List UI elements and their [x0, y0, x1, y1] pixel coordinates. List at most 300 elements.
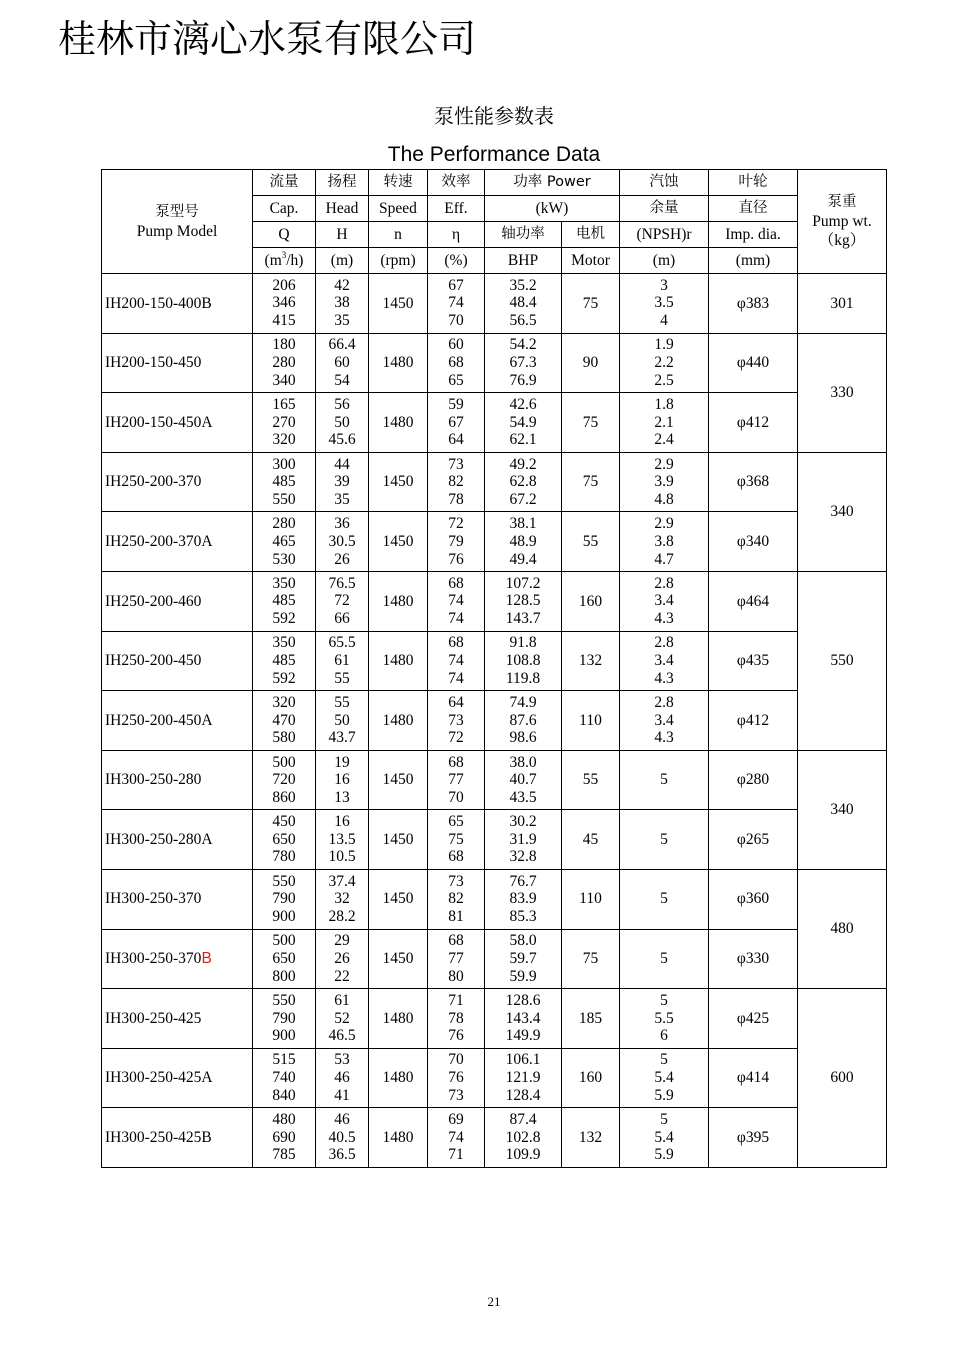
capacity-cell-value: 415: [272, 312, 296, 330]
npsh-cell-value: 3.9: [654, 473, 674, 491]
head-cell: [316, 810, 369, 870]
bhp-cell-value: 42.6: [509, 395, 537, 413]
npsh-cell: 5: [620, 869, 709, 929]
capacity-cell-value: 465: [272, 532, 296, 550]
head-cell-value: 16: [334, 813, 350, 831]
pump-model-text: IH300-250-370: [105, 950, 202, 968]
bhp-cell-value: 49.4: [509, 550, 537, 568]
header-npsh-cn1: 汽蚀: [620, 170, 709, 196]
efficiency-cell: [428, 750, 485, 810]
efficiency-cell-value: 74: [448, 592, 464, 610]
weight-cell: 301: [798, 274, 887, 334]
efficiency-cell-value: 82: [448, 473, 464, 491]
efficiency-cell: [428, 631, 485, 691]
motor-cell: 160: [562, 1048, 620, 1108]
npsh-cell-value: 3.4: [654, 711, 674, 729]
capacity-cell-value: 280: [272, 515, 296, 533]
motor-cell: 75: [562, 452, 620, 512]
capacity-cell-value: 550: [272, 872, 296, 890]
head-cell-value: 52: [334, 1009, 350, 1027]
head-cell-value: 55: [334, 693, 350, 711]
weight-cell: 600: [798, 989, 887, 1168]
header-head-en: Head: [316, 196, 369, 222]
efficiency-cell-value: 73: [448, 711, 464, 729]
npsh-cell: [620, 571, 709, 631]
capacity-cell-value: 860: [272, 788, 296, 806]
speed-cell: 1450: [369, 512, 428, 572]
header-power: 功率 Power: [485, 170, 620, 196]
bhp-cell-value: 128.5: [505, 592, 541, 610]
impeller-cell: φ412: [709, 393, 798, 453]
efficiency-cell-value: 68: [448, 753, 464, 771]
npsh-cell-value: 3.4: [654, 592, 674, 610]
impeller-cell: φ265: [709, 810, 798, 870]
efficiency-cell-value: 74: [448, 294, 464, 312]
bhp-cell-value: 58.0: [509, 932, 537, 950]
npsh-cell-value: 5.9: [654, 1086, 674, 1104]
efficiency-cell: [428, 393, 485, 453]
bhp-cell-value: 38.1: [509, 515, 537, 533]
capacity-cell-value: 592: [272, 669, 296, 687]
npsh-cell-value: 2.9: [654, 515, 674, 533]
table-row: [102, 1048, 887, 1108]
head-cell-value: 35: [334, 490, 350, 508]
header-cap-unit-a: (m: [264, 252, 282, 269]
head-cell-value: 29: [334, 932, 350, 950]
npsh-cell-value: 4.3: [654, 610, 674, 628]
capacity-cell-value: 450: [272, 813, 296, 831]
bhp-cell-value: 98.6: [509, 729, 537, 747]
header-speed-cn: 转速: [369, 170, 428, 196]
pump-model-text: IH300-250-425: [105, 1009, 202, 1027]
speed-cell: 1450: [369, 274, 428, 334]
motor-cell: 55: [562, 750, 620, 810]
header-speed-unit: (rpm): [369, 248, 428, 274]
capacity-cell-value: 485: [272, 473, 296, 491]
efficiency-cell: [428, 571, 485, 631]
header-cap-unit: [253, 248, 316, 274]
speed-cell: 1480: [369, 1108, 428, 1168]
head-cell: [316, 1048, 369, 1108]
pump-model-text: IH200-150-450A: [105, 413, 213, 431]
bhp-cell: [485, 810, 562, 870]
bhp-cell-value: 59.7: [509, 949, 537, 967]
efficiency-cell-value: 70: [448, 1051, 464, 1069]
header-bhp-en: BHP: [485, 248, 562, 274]
efficiency-cell-value: 65: [448, 371, 464, 389]
pump-model-cell: [102, 631, 253, 691]
company-name: 桂林市漓心水泵有限公司: [58, 17, 477, 61]
pump-model-text: IH250-200-460: [105, 592, 202, 610]
npsh-cell-value: 5: [660, 1051, 668, 1069]
header-head-unit: (m): [316, 248, 369, 274]
npsh-cell-value: 2.1: [654, 413, 674, 431]
efficiency-cell: [428, 1108, 485, 1168]
head-cell: [316, 989, 369, 1049]
motor-cell: 132: [562, 631, 620, 691]
efficiency-cell: [428, 452, 485, 512]
efficiency-cell-value: 67: [448, 413, 464, 431]
bhp-cell: [485, 274, 562, 334]
capacity-cell: [253, 1048, 316, 1108]
npsh-cell: [620, 512, 709, 572]
bhp-cell: [485, 1108, 562, 1168]
head-cell-value: 35: [334, 312, 350, 330]
header-npsh-cn2: 余量: [620, 196, 709, 222]
header-model-cn: 泵型号: [155, 203, 199, 220]
efficiency-cell-value: 74: [448, 1128, 464, 1146]
capacity-cell-value: 280: [272, 354, 296, 372]
bhp-cell-value: 76.7: [509, 872, 537, 890]
speed-cell: 1480: [369, 571, 428, 631]
impeller-cell: φ330: [709, 929, 798, 989]
header-power-unit: (kW): [485, 196, 620, 222]
pump-model-cell: [102, 691, 253, 751]
npsh-cell: [620, 452, 709, 512]
capacity-cell: [253, 691, 316, 751]
capacity-cell: [253, 810, 316, 870]
efficiency-cell-value: 76: [448, 1027, 464, 1045]
efficiency-cell-value: 80: [448, 967, 464, 985]
efficiency-cell-value: 79: [448, 532, 464, 550]
head-cell-value: 46: [334, 1111, 350, 1129]
bhp-cell: [485, 691, 562, 751]
head-cell-value: 36.5: [328, 1146, 356, 1164]
head-cell-value: 60: [334, 354, 350, 372]
pump-model-text: IH250-200-450A: [105, 711, 213, 729]
capacity-cell-value: 900: [272, 908, 296, 926]
npsh-cell: [620, 691, 709, 751]
efficiency-cell-value: 68: [448, 354, 464, 372]
head-cell: [316, 512, 369, 572]
efficiency-cell-value: 60: [448, 336, 464, 354]
table-row: [102, 333, 887, 393]
impeller-cell: φ440: [709, 333, 798, 393]
npsh-cell-value: 4.7: [654, 550, 674, 568]
motor-cell: 110: [562, 691, 620, 751]
capacity-cell-value: 592: [272, 610, 296, 628]
npsh-cell-value: 2.8: [654, 634, 674, 652]
impeller-cell: φ464: [709, 571, 798, 631]
capacity-cell-value: 550: [272, 991, 296, 1009]
head-cell: [316, 393, 369, 453]
efficiency-cell: [428, 929, 485, 989]
header-motor-en: Motor: [562, 248, 620, 274]
npsh-cell-value: 5.5: [654, 1009, 674, 1027]
efficiency-cell-value: 73: [448, 872, 464, 890]
capacity-cell-value: 515: [272, 1051, 296, 1069]
pump-model-cell: [102, 1108, 253, 1168]
bhp-cell-value: 143.4: [505, 1009, 541, 1027]
header-head-symbol: H: [316, 222, 369, 248]
bhp-cell: [485, 989, 562, 1049]
capacity-cell: [253, 631, 316, 691]
pump-model-cell: [102, 274, 253, 334]
efficiency-cell-value: 72: [448, 515, 464, 533]
pump-model-cell: [102, 929, 253, 989]
capacity-cell-value: 340: [272, 371, 296, 389]
motor-cell: 132: [562, 1108, 620, 1168]
bhp-cell: [485, 750, 562, 810]
efficiency-cell-value: 67: [448, 276, 464, 294]
head-cell-value: 55: [334, 669, 350, 687]
head-cell-value: 65.5: [328, 634, 356, 652]
efficiency-cell-value: 81: [448, 908, 464, 926]
head-cell-value: 46.5: [328, 1027, 356, 1045]
npsh-cell: [620, 393, 709, 453]
head-cell-value: 13.5: [328, 830, 356, 848]
head-cell-value: 38: [334, 294, 350, 312]
bhp-cell-value: 76.9: [509, 371, 537, 389]
head-cell: [316, 452, 369, 512]
bhp-cell-value: 128.6: [505, 991, 541, 1009]
efficiency-cell-value: 71: [448, 991, 464, 1009]
npsh-cell: [620, 631, 709, 691]
pump-model-cell: [102, 452, 253, 512]
bhp-cell-value: 31.9: [509, 830, 537, 848]
efficiency-cell-value: 73: [448, 455, 464, 473]
performance-table: [101, 169, 887, 1168]
header-imp-unit: (mm): [709, 248, 798, 274]
bhp-cell-value: 149.9: [505, 1027, 541, 1045]
head-cell-value: 61: [334, 652, 350, 670]
speed-cell: 1480: [369, 631, 428, 691]
bhp-cell: [485, 333, 562, 393]
head-cell-value: 19: [334, 753, 350, 771]
capacity-cell-value: 350: [272, 574, 296, 592]
bhp-cell: [485, 929, 562, 989]
capacity-cell-value: 485: [272, 652, 296, 670]
table-row: [102, 929, 887, 989]
speed-cell: 1480: [369, 691, 428, 751]
capacity-cell: [253, 571, 316, 631]
bhp-cell-value: 121.9: [505, 1069, 541, 1087]
efficiency-cell-value: 82: [448, 890, 464, 908]
head-cell-value: 54: [334, 371, 350, 389]
head-cell: [316, 750, 369, 810]
motor-cell: 75: [562, 274, 620, 334]
capacity-cell-value: 485: [272, 592, 296, 610]
pump-model-text: IH300-250-425B: [105, 1128, 212, 1146]
bhp-cell-value: 74.9: [509, 693, 537, 711]
table-row: [102, 512, 887, 572]
capacity-cell-value: 780: [272, 848, 296, 866]
capacity-cell-value: 900: [272, 1027, 296, 1045]
npsh-cell-value: 6: [660, 1027, 668, 1045]
header-speed-en: Speed: [369, 196, 428, 222]
motor-cell: 110: [562, 869, 620, 929]
header-cap-unit-b: /h): [286, 252, 304, 269]
table-body: [102, 274, 887, 1168]
npsh-cell: 5: [620, 810, 709, 870]
pump-model-cell: [102, 1048, 253, 1108]
bhp-cell: [485, 452, 562, 512]
efficiency-cell-value: 68: [448, 634, 464, 652]
head-cell: [316, 691, 369, 751]
table-row: [102, 393, 887, 453]
header-imp-cn1: 叶轮: [709, 170, 798, 196]
table-row: [102, 274, 887, 334]
capacity-cell: [253, 452, 316, 512]
speed-cell: 1480: [369, 333, 428, 393]
head-cell: [316, 929, 369, 989]
npsh-cell-value: 4: [660, 312, 668, 330]
capacity-cell-value: 320: [272, 693, 296, 711]
header-weight-en: Pump wt.: [812, 213, 872, 230]
npsh-cell: 5: [620, 929, 709, 989]
capacity-cell-value: 785: [272, 1146, 296, 1164]
capacity-cell-value: 790: [272, 1009, 296, 1027]
table-row: [102, 810, 887, 870]
pump-model-cell: [102, 869, 253, 929]
pump-model-text: IH250-200-370A: [105, 532, 213, 550]
efficiency-cell-value: 73: [448, 1086, 464, 1104]
weight-cell: 480: [798, 869, 887, 988]
head-cell-value: 56: [334, 395, 350, 413]
speed-cell: 1450: [369, 869, 428, 929]
head-cell-value: 72: [334, 592, 350, 610]
bhp-cell-value: 107.2: [505, 574, 541, 592]
head-cell-value: 36: [334, 515, 350, 533]
bhp-cell-value: 32.8: [509, 848, 537, 866]
header-eff-symbol: η: [428, 222, 485, 248]
pump-model-cell: [102, 512, 253, 572]
head-cell-value: 10.5: [328, 848, 356, 866]
npsh-cell-value: 5: [660, 991, 668, 1009]
npsh-cell: [620, 333, 709, 393]
bhp-cell-value: 62.1: [509, 431, 537, 449]
header-weight-unit: （kg）: [818, 232, 866, 249]
bhp-cell-value: 87.6: [509, 711, 537, 729]
efficiency-cell-value: 65: [448, 813, 464, 831]
motor-cell: 45: [562, 810, 620, 870]
head-cell: [316, 631, 369, 691]
bhp-cell-value: 143.7: [505, 610, 541, 628]
head-cell-value: 50: [334, 413, 350, 431]
head-cell-value: 32: [334, 890, 350, 908]
bhp-cell-value: 106.1: [505, 1051, 541, 1069]
header-cap-symbol: Q: [253, 222, 316, 248]
capacity-cell-value: 840: [272, 1086, 296, 1104]
capacity-cell-value: 165: [272, 395, 296, 413]
impeller-cell: φ280: [709, 750, 798, 810]
bhp-cell-value: 108.8: [505, 652, 541, 670]
head-cell-value: 66: [334, 610, 350, 628]
weight-cell: 340: [798, 452, 887, 571]
bhp-cell-value: 40.7: [509, 771, 537, 789]
pump-model-text: IH300-250-370: [105, 890, 202, 908]
efficiency-cell: [428, 1048, 485, 1108]
bhp-cell: [485, 869, 562, 929]
efficiency-cell: [428, 512, 485, 572]
efficiency-cell-value: 76: [448, 550, 464, 568]
pump-model-suffix: B: [201, 950, 212, 968]
bhp-cell-value: 67.3: [509, 354, 537, 372]
capacity-cell-value: 346: [272, 294, 296, 312]
motor-cell: 75: [562, 393, 620, 453]
motor-cell: 90: [562, 333, 620, 393]
npsh-cell-value: 5.9: [654, 1146, 674, 1164]
efficiency-cell-value: 74: [448, 610, 464, 628]
head-cell-value: 30.5: [328, 532, 356, 550]
table-title-english: The Performance Data: [387, 143, 601, 166]
table-row: [102, 691, 887, 751]
capacity-cell-value: 690: [272, 1128, 296, 1146]
bhp-cell: [485, 512, 562, 572]
table-row: [102, 1108, 887, 1168]
motor-cell: 55: [562, 512, 620, 572]
bhp-cell-value: 43.5: [509, 788, 537, 806]
capacity-cell-value: 800: [272, 967, 296, 985]
impeller-cell: φ414: [709, 1048, 798, 1108]
header-head-cn: 扬程: [316, 170, 369, 196]
head-cell-value: 22: [334, 967, 350, 985]
npsh-cell-value: 5.4: [654, 1069, 674, 1087]
capacity-cell-value: 206: [272, 276, 296, 294]
impeller-cell: φ412: [709, 691, 798, 751]
capacity-cell-value: 530: [272, 550, 296, 568]
capacity-cell-value: 720: [272, 771, 296, 789]
bhp-cell-value: 49.2: [509, 455, 537, 473]
header-imp-en: Imp. dia.: [709, 222, 798, 248]
pump-model-text: IH300-250-280A: [105, 830, 213, 848]
bhp-cell-value: 87.4: [509, 1111, 537, 1129]
bhp-cell-value: 48.4: [509, 294, 537, 312]
npsh-cell-value: 2.8: [654, 693, 674, 711]
bhp-cell: [485, 1048, 562, 1108]
table-title-chinese: 泵性能参数表: [434, 104, 554, 128]
pump-model-cell: [102, 393, 253, 453]
bhp-cell-value: 54.2: [509, 336, 537, 354]
capacity-cell-value: 270: [272, 413, 296, 431]
table-row: [102, 571, 887, 631]
npsh-cell: [620, 274, 709, 334]
npsh-cell-value: 4.8: [654, 490, 674, 508]
head-cell-value: 28.2: [328, 908, 356, 926]
capacity-cell-value: 650: [272, 949, 296, 967]
head-cell: [316, 274, 369, 334]
pump-model-cell: [102, 750, 253, 810]
bhp-cell-value: 102.8: [505, 1128, 541, 1146]
head-cell-value: 46: [334, 1069, 350, 1087]
npsh-cell-value: 5: [660, 1111, 668, 1129]
speed-cell: 1450: [369, 750, 428, 810]
head-cell-value: 53: [334, 1051, 350, 1069]
table-row: [102, 631, 887, 691]
efficiency-cell-value: 68: [448, 848, 464, 866]
efficiency-cell-value: 78: [448, 1009, 464, 1027]
pump-model-cell: [102, 810, 253, 870]
efficiency-cell-value: 78: [448, 490, 464, 508]
bhp-cell-value: 56.5: [509, 312, 537, 330]
capacity-cell-value: 550: [272, 490, 296, 508]
efficiency-cell-value: 75: [448, 830, 464, 848]
npsh-cell: [620, 1108, 709, 1168]
header-npsh-unit: (m): [620, 248, 709, 274]
efficiency-cell-value: 72: [448, 729, 464, 747]
head-cell: [316, 869, 369, 929]
bhp-cell-value: 59.9: [509, 967, 537, 985]
capacity-cell-value: 350: [272, 634, 296, 652]
head-cell-value: 41: [334, 1086, 350, 1104]
bhp-cell: [485, 571, 562, 631]
capacity-cell-value: 320: [272, 431, 296, 449]
pump-model-text: IH300-250-280: [105, 771, 202, 789]
efficiency-cell-value: 74: [448, 652, 464, 670]
bhp-cell-value: 30.2: [509, 813, 537, 831]
head-cell-value: 13: [334, 788, 350, 806]
efficiency-cell-value: 68: [448, 574, 464, 592]
